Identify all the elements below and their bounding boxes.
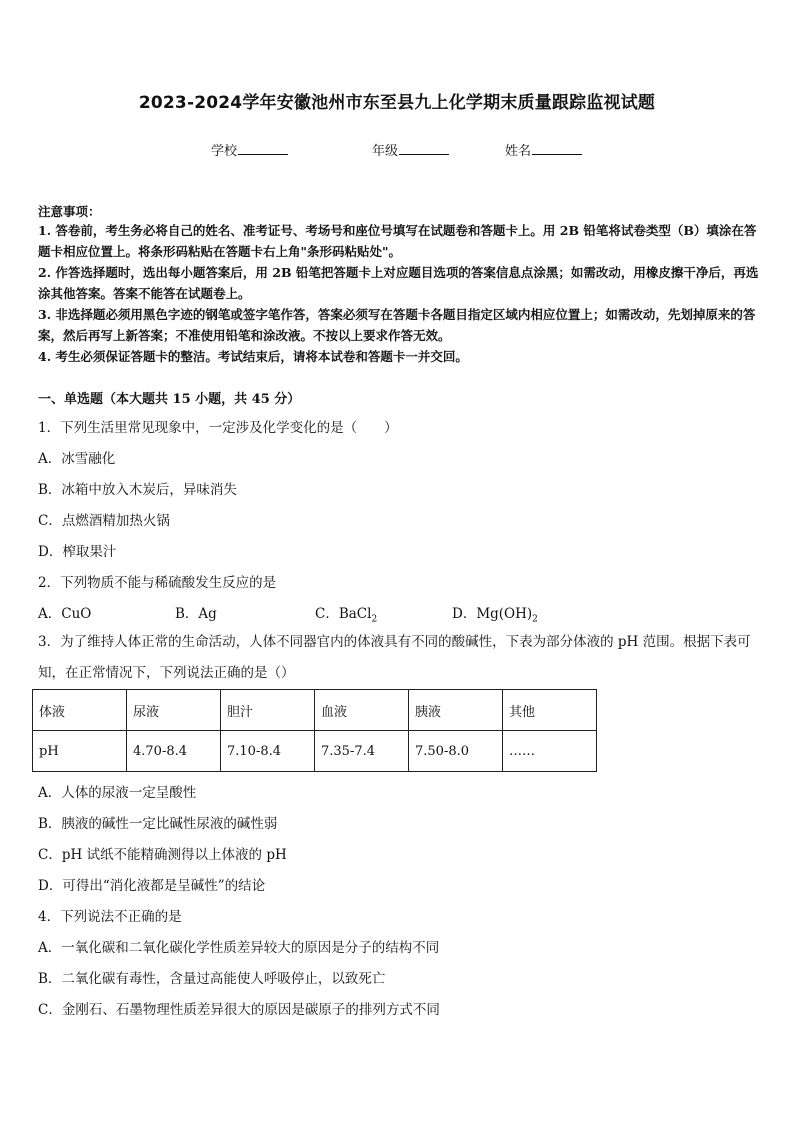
q1-option-c: C．点燃酒精加热火锅 [38,513,170,529]
table-cell: 7.10-8.4 [221,731,315,772]
notice-item-1: 1. 答卷前，考生务必将自己的姓名、准考证号、考场号和座位号填写在试题卷和答题卡上。用 2B 铅笔将试卷类型（B）填涂在答题卡相应位置上。将条形码粘贴在答题卡右上角"条形码粘贴处"。 [38,223,757,259]
q1-option-d: D．榨取果汁 [38,544,117,560]
q3-option-d: D．可得出“消化液都是呈碱性”的结论 [38,878,266,894]
table-cell: 胰液 [409,690,503,731]
notice-item-2: 2. 作答选择题时，选出每小题答案后，用 2B 铅笔把答题卡上对应题目选项的答案信息点涂黑；如需改动，用橡皮擦干净后，再选涂其他答案。答案不能答在试题卷上。 [38,265,759,301]
q1-option-a: A．冰雪融化 [38,451,116,467]
table-cell: 7.50-8.0 [409,731,503,772]
grade-field [372,140,449,159]
notice-item-3: 3. 非选择题必须用黑色字迹的钢笔或签字笔作答，答案必须写在答题卡各题目指定区域内相应位置上；如需改动，先划掉原来的答案，然后再写上新答案；不准使用铅笔和涂改液。不按以上要求作答无效。 [38,307,756,343]
table-cell: 4.70-8.4 [127,731,221,772]
q2-stem: 2．下列物质不能与稀硫酸发生反应的是 [38,575,277,591]
name-blank [532,142,582,155]
table-cell: …… [503,731,597,772]
notice-heading: 注意事项： [38,204,101,219]
page-title: 2023-2024学年安徽池州市东至县九上化学期末质量跟踪监视试题 [138,93,656,113]
q4-option-a: A．一氧化碳和二氧化碳化学性质差异较大的原因是分子的结构不同 [38,940,440,956]
q3-stem: 3．为了维持人体正常的生命活动，人体不同器官内的体液具有不同的酸碱性，下表为部分体液的 pH 范围。根据下表可知，在正常情况下，下列说法正确的是（） [38,634,751,681]
q2-option-a: A．CuO [38,606,92,622]
q2-option-b: B．Ag [175,606,217,622]
table-header-row [33,690,597,731]
school-field [211,140,288,159]
q3-option-a: A．人体的尿液一定呈酸性 [38,785,197,801]
table-row [33,731,597,772]
table-cell: 体液 [33,690,127,731]
table-cell: 胆汁 [221,690,315,731]
name-label: 姓名 [505,144,532,159]
table-cell: 尿液 [127,690,221,731]
q3-option-b: B．胰液的碱性一定比碱性尿液的碱性弱 [38,816,278,832]
grade-label: 年级 [372,144,399,159]
q4-option-b: B．二氧化碳有毒性，含量过高能使人呼吸停止，以致死亡 [38,971,386,987]
q4-option-c: C．金刚石、石墨物理性质差异很大的原因是碳原子的排列方式不同 [38,1002,440,1018]
table-cell: pH [33,731,127,772]
q4-stem: 4．下列说法不正确的是 [38,909,182,925]
q2-option-d: D．$Mg(OH)_2$ [452,606,538,625]
table-cell: 7.35-7.4 [315,731,409,772]
section-heading: 一、单选题（本大题共 15 小题，共 45 分） [38,392,301,407]
grade-blank [399,142,449,155]
school-blank [238,142,288,155]
school-label: 学校 [211,144,238,159]
q1-stem: 1．下列生活里常见现象中，一定涉及化学变化的是（ ） [38,420,398,436]
q3-option-c: C．pH 试纸不能精确测得以上体液的 pH [38,847,287,863]
q1-option-b: B．冰箱中放入木炭后，异味消失 [38,482,237,498]
name-field [505,140,582,159]
q2-options [38,602,760,625]
notice-item-4: 4. 考生必须保证答题卡的整洁。考试结束后，请将本试卷和答题卡一并交回。 [38,349,468,364]
q2-option-c: C．BaCl$_2$ [315,606,378,625]
table-cell: 血液 [315,690,409,731]
ph-table [32,689,597,772]
table-cell: 其他 [503,690,597,731]
